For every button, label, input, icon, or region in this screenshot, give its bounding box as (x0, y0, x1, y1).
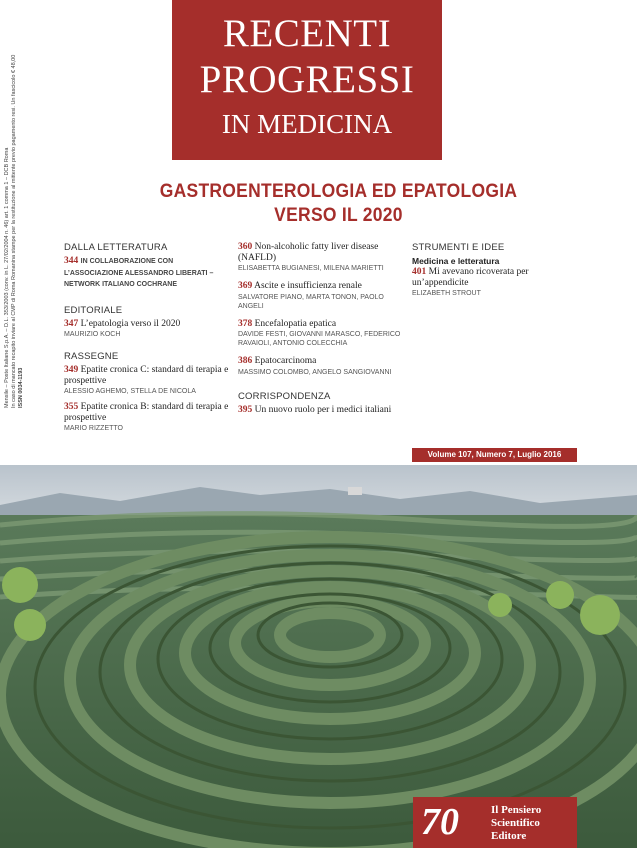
item-authors: ELISABETTA BUGIANESI, MILENA MARIETTI (238, 265, 384, 272)
issue-theme-line2: VERSO IL 2020 (274, 205, 403, 226)
item-authors: MARIO RIZZETTO (64, 425, 123, 432)
postal-line2: In caso di mancato recapito inviare al CMP di Roma Romanina stampe per la restituzione al mittente previo pagamento resi. Un fascicolo € 48,00 (11, 54, 17, 408)
toc-column-2 (238, 242, 410, 415)
item-authors: ELIZABETH STROUT (412, 290, 481, 297)
page-number: 369 (238, 281, 253, 291)
publisher-name-line2: Scientifico (491, 817, 540, 829)
section-dalla-letteratura: DALLA LETTERATURA (64, 242, 168, 253)
toc-item[interactable] (238, 356, 410, 367)
section-rassegne: RASSEGNE (64, 351, 119, 362)
section-strumenti-e-idee: STRUMENTI E IDEE (412, 242, 505, 253)
journal-title-line3: IN MEDICINA (221, 109, 393, 139)
toc-column-3 (412, 242, 582, 298)
publisher-name-line1: Il Pensiero (491, 804, 542, 816)
toc-item[interactable] (238, 405, 410, 416)
item-title: Non-alcoholic fatty liver disease (NAFLD) (238, 242, 379, 263)
volume-badge: Volume 107, Numero 7, Luglio 2016 (412, 448, 577, 462)
toc-item[interactable] (412, 267, 582, 288)
publisher-logo (413, 797, 577, 848)
page-number: 349 (64, 365, 79, 375)
journal-title-line2: PROGRESSI (199, 58, 415, 101)
item-title: Un nuovo ruolo per i medici italiani (254, 404, 392, 415)
page-number: 401 (412, 267, 427, 277)
toc-item[interactable] (238, 281, 410, 292)
subsection-title: Medicina e letteratura (412, 256, 500, 266)
item-title: Mi avevano ricoverata per un’appendicite (412, 267, 529, 288)
page-number: 347 (64, 318, 79, 329)
item-title: Encefalopatia epatica (254, 318, 337, 329)
item-title: Ascite e insufficienza renale (254, 281, 362, 291)
page-number: 395 (238, 404, 253, 415)
issue-theme-line1: GASTROENTEROLOGIA ED EPATOLOGIA (159, 181, 518, 202)
tea-terrace-illustration (0, 465, 637, 848)
journal-title-line1: RECENTI (222, 12, 392, 55)
item-title: Epatocarcinoma (254, 356, 317, 366)
page-number: 378 (238, 318, 253, 329)
publisher-name-line3: Editore (491, 830, 527, 842)
section-corrispondenza: CORRISPONDENZA (238, 390, 331, 402)
item-title: IN COLLABORAZIONE CON L’ASSOCIAZIONE ALESSANDRO LIBERATI – NETWORK ITALIANO COCHRANE (64, 258, 214, 288)
toc-item[interactable] (64, 402, 234, 423)
page-number: 386 (238, 356, 253, 366)
item-authors: MAURIZIO KOCH (64, 331, 121, 338)
page-number: 344 (64, 256, 79, 266)
toc-item[interactable] (64, 365, 234, 386)
toc-item[interactable] (238, 319, 410, 330)
section-editoriale: EDITORIALE (64, 304, 123, 316)
item-authors: DAVIDE FESTI, GIOVANNI MARASCO, FEDERICO RAVAIOLI, ANTONIO COLECCHIA (238, 331, 401, 347)
postal-side-text (4, 54, 25, 408)
page-number: 360 (238, 242, 253, 252)
toc-item[interactable] (238, 242, 410, 263)
anniversary-mark: 70 (421, 801, 459, 843)
item-title: L’epatologia verso il 2020 (80, 318, 181, 329)
issn: ISSN 0034-1193 (18, 367, 24, 408)
masthead (172, 0, 442, 160)
item-title: Epatite cronica B: standard di terapia e prospettive (64, 402, 229, 423)
page-number: 355 (64, 402, 79, 412)
toc-item[interactable] (64, 256, 234, 291)
toc-item[interactable] (64, 319, 234, 330)
item-authors: SALVATORE PIANO, MARTA TONON, PAOLO ANGELI (238, 293, 384, 310)
item-authors: MASSIMO COLOMBO, ANGELO SANGIOVANNI (238, 368, 392, 376)
item-title: Epatite cronica C: standard di terapia e prospettive (64, 365, 229, 386)
item-authors: ALESSIO AGHEMO, STELLA DE NICOLA (64, 388, 196, 395)
cover-photo (0, 465, 637, 848)
toc-column-1 (64, 242, 234, 433)
postal-line1: Mensile – Poste Italiane S.p.A. – D.L. 353/2003 (conv. in L. 27/02/2004 n. 46) art. 1 comma 1 – DCB Roma (4, 147, 10, 408)
